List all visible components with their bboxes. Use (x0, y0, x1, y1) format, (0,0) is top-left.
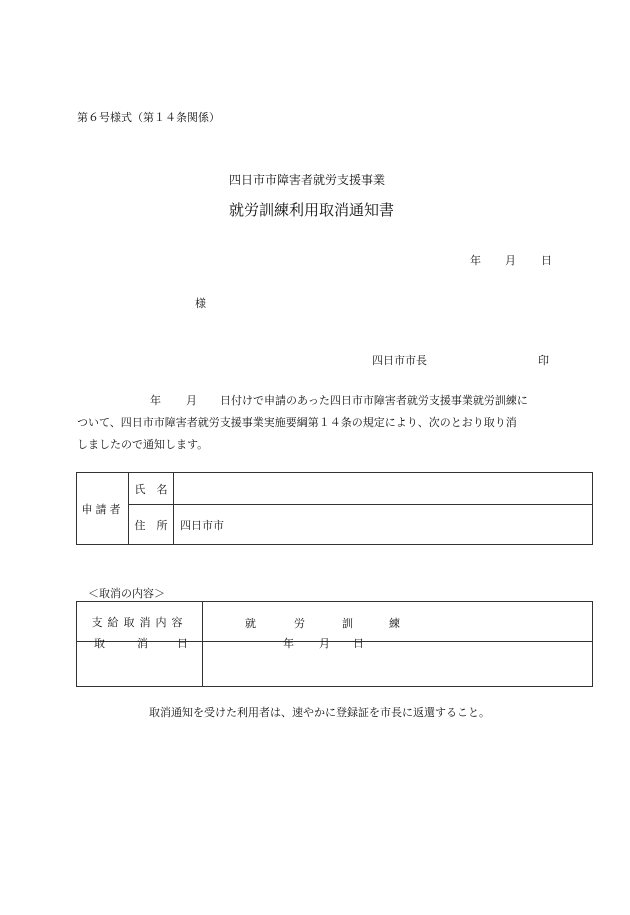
name-label: 氏 名 (129, 473, 174, 505)
seal-mark: 印 (538, 354, 549, 367)
address-value: 四日市市 (174, 505, 593, 545)
address-label: 住 所 (129, 505, 174, 545)
date-label-char-1: 取 (94, 637, 105, 650)
date-label-char-2: 消 (137, 637, 148, 650)
footer-note: 取消通知を受けた利用者は、速やかに登録証を市長に返還すること。 (149, 706, 490, 719)
date-day: 日 (541, 254, 552, 267)
body-year: 年 (150, 394, 161, 407)
name-value (174, 473, 593, 505)
cancel-date-value (203, 637, 593, 687)
program-name: 四日市市障害者就労支援事業 (229, 173, 386, 187)
content-char-2: 労 (294, 617, 305, 630)
cancel-date-year: 年 (283, 637, 294, 650)
cancel-table (76, 601, 593, 687)
form-label: 第６号様式（第１４条関係） (77, 111, 220, 124)
document-title: 就労訓練利用取消通知書 (229, 201, 395, 219)
content-char-3: 訓 (342, 617, 353, 630)
content-char-1: 就 (245, 617, 256, 630)
date-label-char-3: 日 (177, 637, 188, 650)
body-line-3: しましたので通知します。 (77, 438, 209, 451)
applicant-table (76, 472, 593, 545)
recipient-honorific: 様 (195, 297, 206, 310)
body-line-1: 日付けで申請のあった四日市市障害者就労支援事業就労訓練に (220, 394, 528, 407)
cancel-date-month: 月 (319, 637, 330, 650)
date-month: 月 (505, 254, 516, 267)
content-char-4: 練 (389, 617, 400, 630)
content-value (203, 602, 593, 642)
applicant-group-label: 申請者 (77, 473, 129, 545)
cancel-date-day: 日 (353, 637, 364, 650)
body-line-2: ついて、四日市市障害者就労支援事業実施要綱第１４条の規定により、次のとおり取り消 (77, 416, 517, 429)
content-label: 支給取消内容 (77, 602, 203, 642)
date-year: 年 (470, 254, 481, 267)
issuer-name: 四日市市長 (372, 354, 427, 367)
cancel-section-heading: ＜取消の内容＞ (88, 587, 165, 600)
body-month: 月 (186, 394, 197, 407)
date-label (77, 637, 203, 687)
